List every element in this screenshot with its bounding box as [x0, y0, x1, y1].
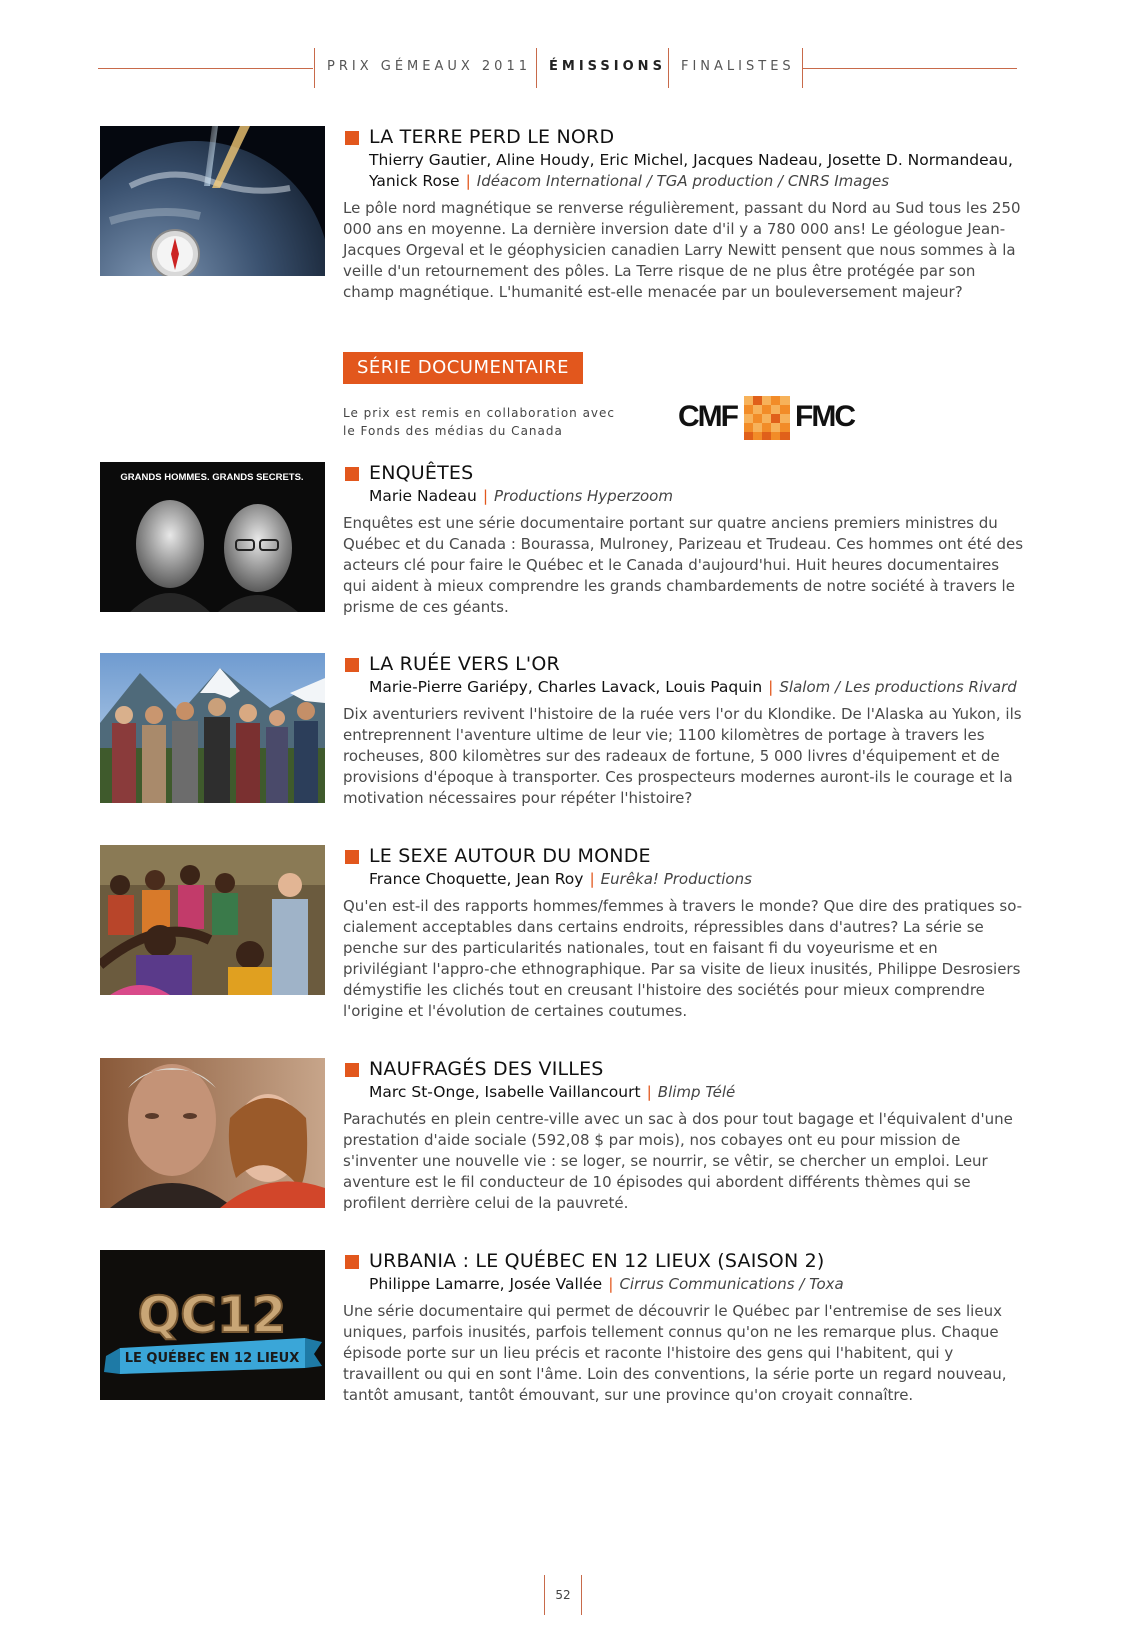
entry-producers: Cirrus Communications / Toxa — [619, 1275, 844, 1293]
header-rule-right — [803, 68, 1017, 69]
credits-separator: | — [589, 870, 595, 888]
collaboration-note — [343, 404, 623, 440]
header-divider — [536, 48, 537, 88]
entry-description: Dix aventuriers revivent l'histoire de la ruée vers l'or du Klondike. De l'Alaska au Yukon, ils entreprennent l'aventure ultime de leur vie; 1100 kilomètres de portage à travers les rocheuses, 800 kilomètres sur des radeaux de fortune, 5 000 livres d'équipement et de provisions d'époque à transporter. Ces prospecteurs modernes auront-ils le courage et la motivation nécessaires pour répéter l'histoire? — [343, 705, 1022, 807]
entry-people: Thierry Gautier, Aline Houdy, Eric Michel, Jacques Nadeau, Josette D. Normandeau, Yanick Rose — [369, 151, 1013, 190]
entry-producers: Productions Hyperzoom — [494, 487, 673, 505]
entry-description: Une série documentaire qui permet de découvrir le Québec par l'entremise de ses lieux uniques, parfois inusités, parfois tellement connus qu'on ne les remarque plus. Chaque épisode porte sur un lieu précis et raconte l'histoire des gens qui l'habitent, qui y travaillent ou qui en sont l'âme. Loin des conventions, la série porte un regard nouveau, tantôt amusant, tantôt émouvant, sur une province qu'on croyait connaître. — [343, 1302, 1007, 1404]
credits-separator: | — [608, 1275, 614, 1293]
header-rule-left — [98, 68, 313, 69]
entry-description: Qu'en est-il des rapports hommes/femmes à travers le monde? Que dire des pratiques so-cialement acceptables dans certains endroits, répressibles dans d'autres? La série se penche sur des particularités nationales, tout en faisant fi du voyeurisme et en privilégiant l'appro-che ethnographique. Par sa visite de lieux inusités, Philippe Desrosiers démystifie les clichés tout en creusant l'histoire des sociétés pour mieux comprendre l'origine et l'évolution de certaines coutumes. — [343, 897, 1023, 1020]
entry-credits — [369, 486, 1025, 507]
logo-right-text: FMC — [795, 400, 854, 433]
header-divider — [314, 48, 315, 88]
entry-image — [100, 1058, 325, 1208]
entry-people: Philippe Lamarre, Josée Vallée — [369, 1275, 603, 1293]
entry-title: LA TERRE PERD LE NORD — [369, 126, 615, 148]
entry-title: ENQUÊTES — [369, 462, 474, 484]
entry-credits — [369, 1082, 1025, 1103]
entry-description: Enquêtes est une série documentaire portant sur quatre anciens premiers ministres du Québec et du Canada : Bourassa, Mulroney, Parizeau et Trudeau. Ces hommes ont été des acteurs clé pour faire le Québec et le Canada d'aujourd'hui. Huit heures documentaires qui aident à mieux comprendre les grands chambardements de notre société à travers le prisme de ces géants. — [343, 514, 1024, 616]
header-section: ÉMISSIONS — [549, 59, 666, 74]
image-logo-text: QC12 — [137, 1286, 287, 1344]
collaboration-line: Le prix est remis en collaboration avec — [343, 406, 616, 420]
title-marker-icon — [345, 467, 359, 481]
credits-separator: | — [465, 172, 471, 190]
entry-producers: Idéacom International / TGA production / CNRS Images — [476, 172, 890, 190]
credits-separator: | — [646, 1083, 652, 1101]
logo-mosaic-icon — [744, 396, 790, 440]
entry-credits — [369, 869, 1025, 890]
header-event: PRIX GÉMEAUX 2011 — [327, 59, 531, 74]
image-banner-text: LE QUÉBEC EN 12 LIEUX — [124, 1351, 300, 1366]
header-subsection: FINALISTES — [681, 59, 795, 74]
entry-image — [100, 462, 325, 612]
entry-producers: Slalom / Les productions Rivard — [779, 678, 1017, 696]
entry-producers: Eurêka! Productions — [600, 870, 752, 888]
header-divider — [668, 48, 669, 88]
entry-people: Marc St-Onge, Isabelle Vaillancourt — [369, 1083, 641, 1101]
entry-title: LE SEXE AUTOUR DU MONDE — [369, 845, 651, 867]
entry-credits — [369, 1274, 1025, 1295]
collaboration-line: le Fonds des médias du Canada — [343, 424, 563, 438]
entry-credits — [369, 677, 1025, 698]
entry-title: URBANIA : LE QUÉBEC EN 12 LIEUX (SAISON 2) — [369, 1250, 825, 1272]
title-marker-icon — [345, 1063, 359, 1077]
entry-title: NAUFRAGÉS DES VILLES — [369, 1058, 604, 1080]
footer-divider — [581, 1575, 582, 1615]
entry-producers: Blimp Télé — [657, 1083, 736, 1101]
credits-separator: | — [482, 487, 489, 505]
entry-description: Parachutés en plein centre-ville avec un sac à dos pour tout bagage et l'équivalent d'une prestation d'aide sociale (592,08 $ par mois), nos cobayes ont eu pour mission de s'inventer une nouvelle vie : se loger, se nourrir, se vêtir, se chercher un emploi. Leur aventure est le fil conducteur de 10 épisodes qui abordent différents thèmes qui se profilent derrière celui de la pauvreté. — [343, 1110, 1013, 1212]
entry-image — [100, 126, 325, 276]
logo-left-text: CMF — [678, 400, 737, 433]
entry-people: Marie Nadeau — [369, 487, 477, 505]
entry-image — [100, 653, 325, 803]
entry-image — [100, 1250, 325, 1400]
title-marker-icon — [345, 1255, 359, 1269]
category-label: SÉRIE DOCUMENTAIRE — [343, 352, 583, 384]
entry-credits — [369, 150, 1025, 192]
entry-image — [100, 845, 325, 995]
credits-separator: | — [768, 678, 774, 696]
cmf-fmc-logo — [678, 396, 858, 440]
entry-people: Marie-Pierre Gariépy, Charles Lavack, Louis Paquin — [369, 678, 763, 696]
page-number: 52 — [555, 1588, 571, 1602]
entry-people: France Choquette, Jean Roy — [369, 870, 584, 888]
entry-title: LA RUÉE VERS L'OR — [369, 653, 560, 675]
entry-description: Le pôle nord magnétique se renverse régulièrement, passant du Nord au Sud tous les 250 000 ans en moyenne. La dernière inversion date d'il y a 780 000 ans! Le géologue Jean-Jacques Orgeval et le géophysicien canadien Larry Newitt pensent que nous sommes à la veille d'un retournement des pôles. La Terre risque de ne plus être protégée par son champ magnétique. L'humanité est-elle menacée par un bouleversement majeur? — [343, 199, 1021, 301]
title-marker-icon — [345, 850, 359, 864]
title-marker-icon — [345, 131, 359, 145]
title-marker-icon — [345, 658, 359, 672]
image-caption: GRANDS HOMMES. GRANDS SECRETS. — [120, 472, 304, 483]
